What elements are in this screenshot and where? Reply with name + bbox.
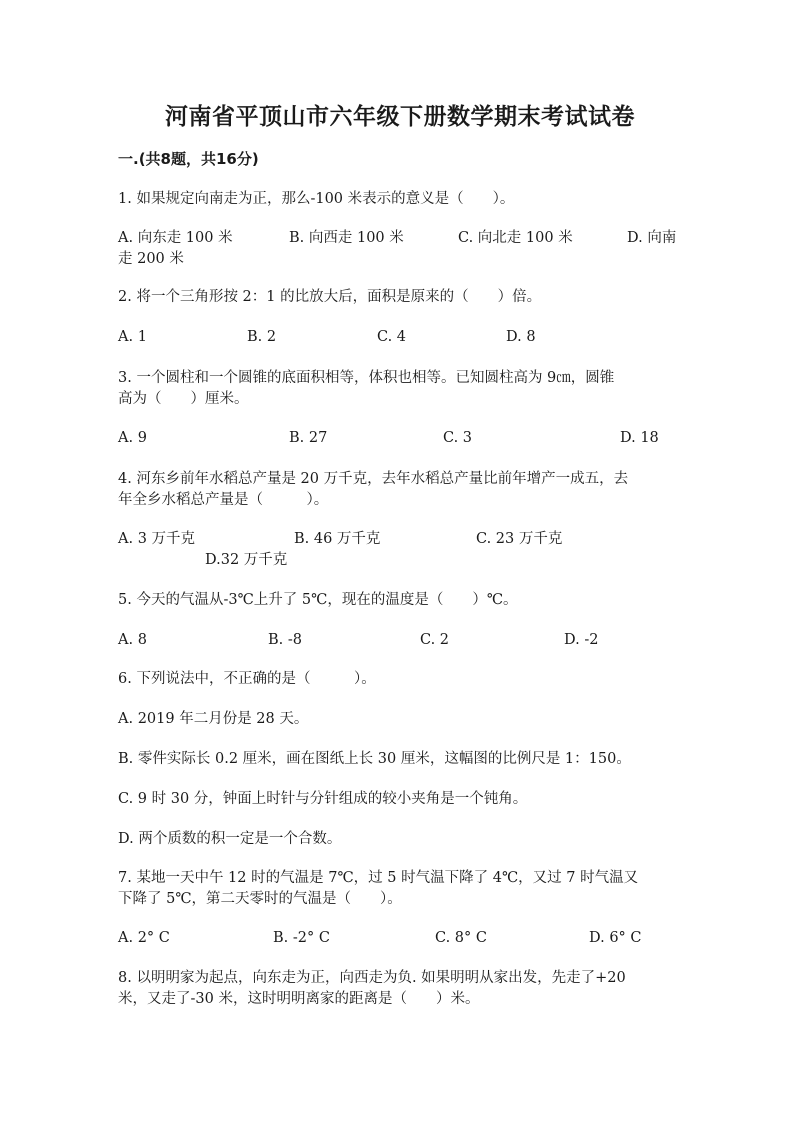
- question-2-stem: 2. 将一个三角形按 2：1 的比放大后，面积是原来的（ ）倍。: [118, 289, 542, 305]
- question-5-option-c: C. 2: [420, 632, 450, 648]
- question-4-stem-line2: 年全乡水稻总产量是（ ）。: [118, 492, 329, 508]
- question-2-option-d: D. 8: [506, 329, 536, 345]
- question-1-stem: 1. 如果规定向南走为正，那么-100 米表示的意义是（ ）。: [118, 191, 515, 207]
- question-6-option-c: C. 9 时 30 分，钟面上时针与分针组成的较小夹角是一个钝角。: [118, 791, 528, 807]
- question-2-option-b: B. 2: [247, 329, 277, 345]
- question-2-option-c: C. 4: [377, 329, 407, 345]
- question-3-option-d: D. 18: [620, 430, 659, 446]
- exam-title: 河南省平顶山市六年级下册数学期末考试试卷: [165, 104, 635, 130]
- question-1-option-b: B. 向西走 100 米: [289, 230, 404, 246]
- question-4-stem-line1: 4. 河东乡前年水稻总产量是 20 万千克，去年水稻总产量比前年增产一成五，去: [118, 471, 629, 487]
- question-5-stem: 5. 今天的气温从-3℃上升了 5℃，现在的温度是（ ）℃。: [118, 592, 518, 608]
- question-6-option-d: D. 两个质数的积一定是一个合数。: [118, 831, 342, 847]
- question-3-option-c: C. 3: [443, 430, 473, 446]
- question-8-stem-line1: 8. 以明明家为起点，向东走为正，向西走为负. 如果明明从家出发，先走了+20: [118, 970, 626, 986]
- question-1-option-d-continued: 走 200 米: [118, 251, 184, 267]
- question-7-option-c: C. 8° C: [435, 930, 487, 946]
- question-1-option-d: D. 向南: [627, 230, 677, 246]
- question-5-option-b: B. -8: [268, 632, 302, 648]
- question-3-option-b: B. 27: [289, 430, 328, 446]
- question-5-option-a: A. 8: [118, 632, 147, 648]
- question-7-option-b: B. -2° C: [273, 930, 330, 946]
- question-7-stem-line1: 7. 某地一天中午 12 时的气温是 7℃，过 5 时气温下降了 4℃，又过 7 时气温又: [118, 870, 639, 886]
- question-4-option-b: B. 46 万千克: [294, 531, 381, 547]
- question-7-option-a: A. 2° C: [118, 930, 170, 946]
- question-7-option-d: D. 6° C: [589, 930, 642, 946]
- question-3-option-a: A. 9: [118, 430, 147, 446]
- question-4-option-a: A. 3 万千克: [118, 531, 196, 547]
- question-6-stem: 6. 下列说法中，不正确的是（ ）。: [118, 671, 376, 687]
- question-1-option-c: C. 向北走 100 米: [458, 230, 573, 246]
- question-3-stem-line1: 3. 一个圆柱和一个圆锥的底面积相等，体积也相等。已知圆柱高为 9㎝，圆锥: [118, 370, 615, 386]
- question-7-stem-line2: 下降了 5℃，第二天零时的气温是（ ）。: [118, 891, 402, 907]
- question-1-option-a: A. 向东走 100 米: [118, 230, 233, 246]
- section-heading: 一.(共8题，共16分): [118, 150, 259, 168]
- question-6-option-a: A. 2019 年二月份是 28 天。: [118, 711, 309, 727]
- question-6-option-b: B. 零件实际长 0.2 厘米，画在图纸上长 30 厘米，这幅图的比例尺是 1：150。: [118, 751, 631, 767]
- question-4-option-c: C. 23 万千克: [476, 531, 563, 547]
- question-8-stem-line2: 米，又走了-30 米，这时明明离家的距离是（ ）米。: [118, 991, 480, 1007]
- question-5-option-d: D. -2: [564, 632, 599, 648]
- question-3-stem-line2: 高为（ ）厘米。: [118, 391, 249, 407]
- question-2-option-a: A. 1: [118, 329, 147, 345]
- question-4-option-d: D.32 万千克: [205, 552, 288, 568]
